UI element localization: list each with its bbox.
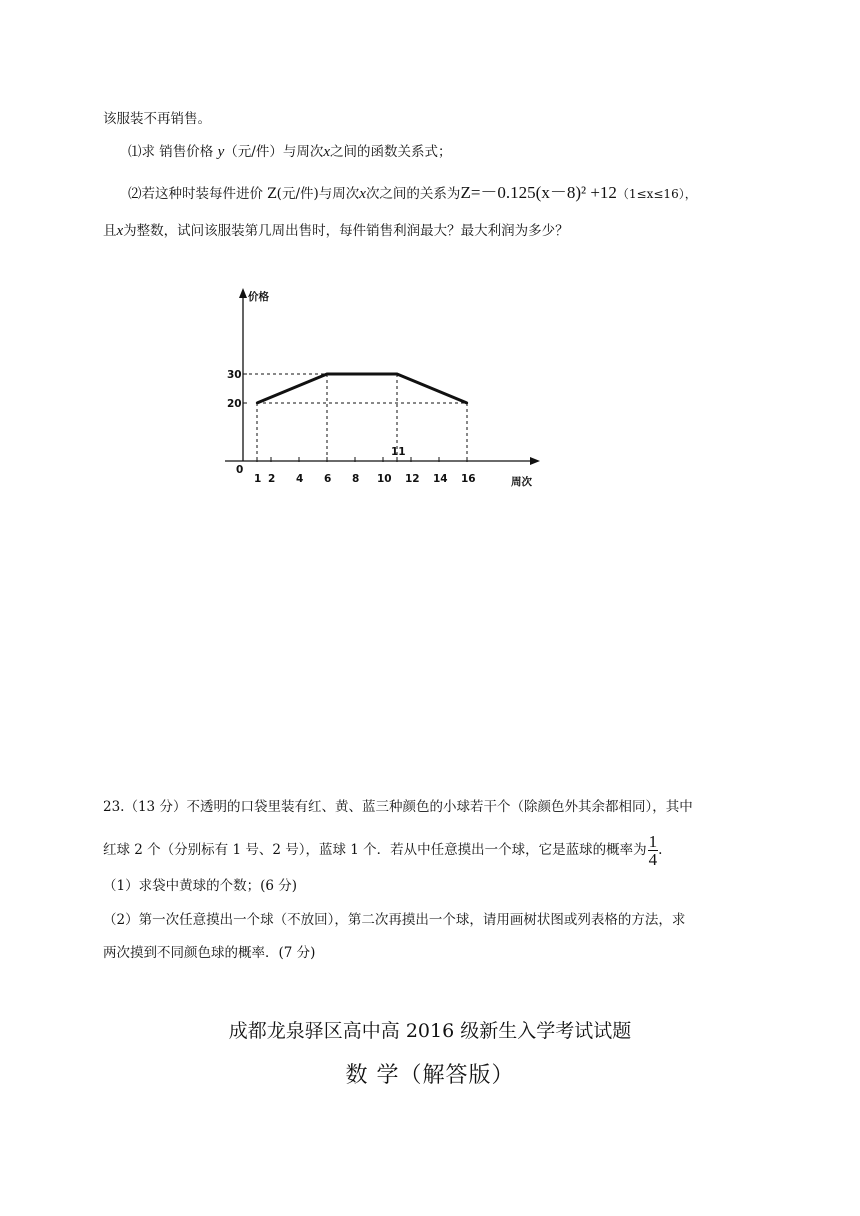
fraction-numerator: 1 — [648, 832, 658, 851]
q23-part1: （1）求袋中黄球的个数；(6 分) — [103, 878, 298, 894]
price-week-chart — [225, 283, 555, 493]
q22-part1-var-x: x — [323, 144, 330, 160]
data-point-1 — [256, 402, 258, 404]
q23-line2-text: 红球 2 个（分别标有 1 号、2 号），蓝球 1 个．若从中任意摸出一个球，它是蓝球的概率为 — [103, 842, 647, 858]
q22-part1-prefix: ⑴求 销售价格 — [128, 144, 218, 160]
x-tick-label-14: 14 — [433, 473, 448, 485]
y-axis-label: 价格 — [248, 291, 269, 303]
q22-part1-suffix: 之间的函数关系式； — [330, 144, 452, 160]
x-tick-label-6: 6 — [324, 473, 332, 485]
q23-line2 — [103, 833, 662, 868]
data-point-6 — [326, 373, 328, 375]
exam-subtitle: 数 学（解答版） — [345, 1063, 515, 1088]
q22-part1 — [128, 145, 452, 160]
q22-line0: 该服装不再销售。 — [103, 111, 211, 127]
q23-part2-line2: 两次摸到不同颜色球的概率．(7 分) — [103, 945, 316, 961]
q23-probability-fraction — [648, 833, 659, 868]
y-axis-arrow — [239, 288, 247, 298]
x-tick-label-12: 12 — [405, 473, 420, 485]
x-tick-label-4: 4 — [296, 473, 304, 485]
x-tick-label-1: 1 — [254, 473, 262, 485]
q22-part2-line2-prefix: 且 — [103, 223, 117, 239]
x-axis-arrow — [530, 457, 540, 465]
x-tick-label-8: 8 — [352, 473, 360, 485]
q22-part2-condition: （1≤x≤16）， — [616, 187, 697, 201]
q22-part2-line2-suffix: 为整数，试问该服装第几周出售时，每件销售利润最大？最大利润为多少？ — [123, 223, 569, 239]
x-tick-label-2: 2 — [268, 473, 276, 485]
data-point-11 — [396, 373, 398, 375]
q22-part2-line2 — [103, 224, 569, 239]
x-tick-label-16: 16 — [461, 473, 476, 485]
q22-part2 — [128, 184, 697, 202]
y-tick-label-20: 20 — [227, 398, 242, 410]
y-tick-label-30: 30 — [227, 369, 242, 381]
q23-line2-end: . — [658, 842, 663, 858]
x-axis-label: 周次 — [511, 476, 532, 488]
q22-part2-mid: 次之间的关系为 — [365, 186, 461, 202]
q22-part2-var-x: x — [359, 186, 366, 202]
origin-label: 0 — [236, 464, 244, 476]
q23-line1: 23.（13 分）不透明的口袋里装有红、黄、蓝三种颜色的小球若干个（除颜色外其余都相同），其中 — [103, 799, 693, 815]
q22-part2-prefix: ⑵若这种时装每件进价 Z(元/件)与周次 — [128, 186, 360, 202]
q22-part1-mid: （元/件）与周次 — [224, 144, 324, 160]
price-line — [257, 374, 467, 403]
x-tick-label-11: 11 — [391, 446, 406, 458]
x-tick-label-10: 10 — [377, 473, 392, 485]
q23-part2-line1: （2）第一次任意摸出一个球（不放回），第二次再摸出一个球，请用画树状图或列表格的方法，求 — [103, 912, 686, 928]
q22-part1-var-y: y — [217, 144, 225, 160]
q22-part2-formula: Z=－0.125(x－8)² +12 — [460, 183, 617, 202]
exam-title: 成都龙泉驿区高中高 2016 级新生入学考试试题 — [228, 1020, 632, 1042]
q22-part2-line2-var: x — [116, 223, 124, 239]
fraction-denominator: 4 — [648, 850, 658, 869]
data-point-16 — [466, 402, 468, 404]
